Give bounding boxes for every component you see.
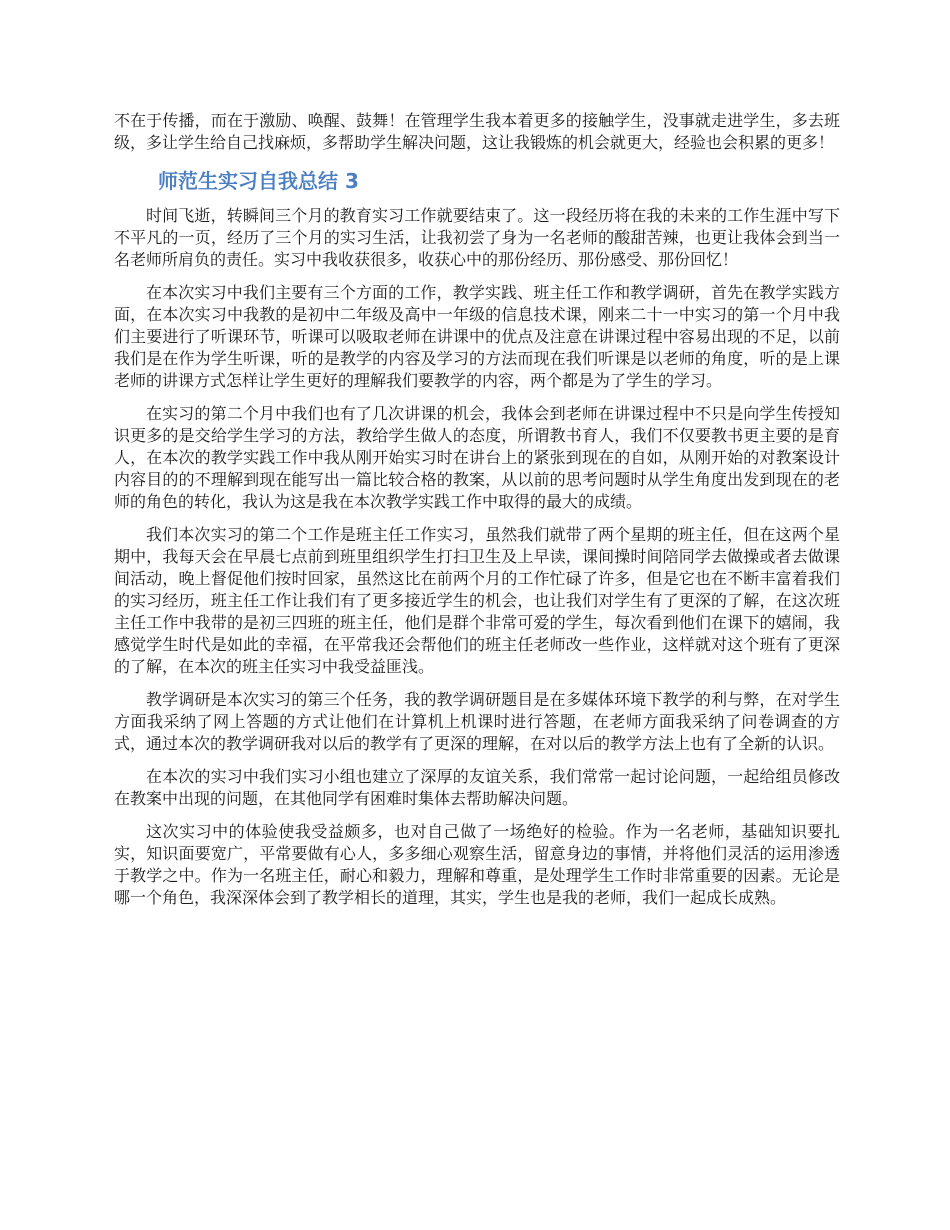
paragraph-5: 教学调研是本次实习的第三个任务，我的教学调研题目是在多媒体环境下教学的利与弊，在对学生方面我采纳了网上答题的方式让他们在计算机上机课时进行答题，在老师方面我采纳了问卷调查的方式，通过本次的教学调研我对以后的教学有了更深的理解，在对以后的教学方法上也有了全新的认识。 xyxy=(114,690,840,753)
document-body xyxy=(114,110,840,920)
paragraph-3: 在实习的第二个月中我们也有了几次讲课的机会，我体会到老师在讲课过程中不只是向学生传授知识更多的是交给学生学习的方法，教给学生做人的态度，所谓教书育人，我们不仅要教书更主要的是育人，在本次的教学实践工作中我从刚开始实习时在讲台上的紧张到现在的自如，从刚开始的对教案设计内容目的的不理解到现在能写出一篇比较合格的教案，从以前的思考问题时从学生角度出发到现在的老师的角色的转化，我认为这是我在本次教学实践工作中取得的最大的成绩。 xyxy=(114,404,840,511)
intro-paragraph: 不在于传播，而在于激励、唤醒、鼓舞！在管理学生我本着更多的接触学生，没事就走进学生，多去班级，多让学生给自己找麻烦，多帮助学生解决问题，这让我锻炼的机会就更大，经验也会积累的更多！ xyxy=(114,111,840,152)
paragraph-6: 在本次的实习中我们实习小组也建立了深厚的友谊关系，我们常常一起讨论问题，一起给组员修改在教案中出现的问题，在其他同学有困难时集体去帮助解决问题。 xyxy=(114,767,840,808)
paragraph-2: 在本次实习中我们主要有三个方面的工作，教学实践、班主任工作和教学调研，首先在教学实践方面，在本次实习中我教的是初中二年级及高中一年级的信息技术课，刚来二十一中实习的第一个月中我们主要进行了听课环节，听课可以吸取老师在讲课中的优点及注意在讲课过程中容易出现的不足，以前我们是在作为学生听课，听的是教学的内容及学习的方法而现在我们听课是以老师的角度，听的是上课老师的讲课方式怎样让学生更好的理解我们要教学的内容，两个都是为了学生的学习。 xyxy=(114,283,840,390)
paragraph-4: 我们本次实习的第二个工作是班主任工作实习，虽然我们就带了两个星期的班主任，但在这两个星期中，我每天会在早晨七点前到班里组织学生打扫卫生及上早读，课间操时间陪同学去做操或者去做课间活动，晚上督促他们按时回家，虽然这比在前两个月的工作忙碌了许多，但是它也在不断丰富着我们的实习经历，班主任工作让我们有了更多接近学生的机会，也让我们对学生有了更深的了解，在这次班主任工作中我带的是初三四班的班主任，他们是群个非常可爱的学生，每次看到他们在课下的嬉闹，我感觉学生时代是如此的幸福，在平常我还会帮他们的班主任老师改一些作业，这样就对这个班有了更深的了解，在本次的班主任实习中我受益匪浅。 xyxy=(114,525,840,676)
paragraph-7: 这次实习中的体验使我受益颇多，也对自己做了一场绝好的检验。作为一名老师，基础知识要扎实，知识面要宽广，平常要做有心人，多多细心观察生活，留意身边的事情，并将他们灵活的运用渗透于教学之中。作为一名班主任，耐心和毅力，理解和尊重，是处理学生工作时非常重要的因素。无论是哪一个角色，我深深体会到了教学相长的道理，其实，学生也是我的老师，我们一起成长成熟。 xyxy=(114,822,840,907)
section-title: 师范生实习自我总结 3 xyxy=(158,169,359,193)
paragraph-1: 时间飞逝，转瞬间三个月的教育实习工作就要结束了。这一段经历将在我的未来的工作生涯中写下不平凡的一页，经历了三个月的实习生活，让我初尝了身为一名老师的酸甜苦辣，也更让我体会到当一名老师所肩负的责任。实习中我收获很多，收获心中的那份经历、那份感受、那份回忆！ xyxy=(114,206,840,269)
